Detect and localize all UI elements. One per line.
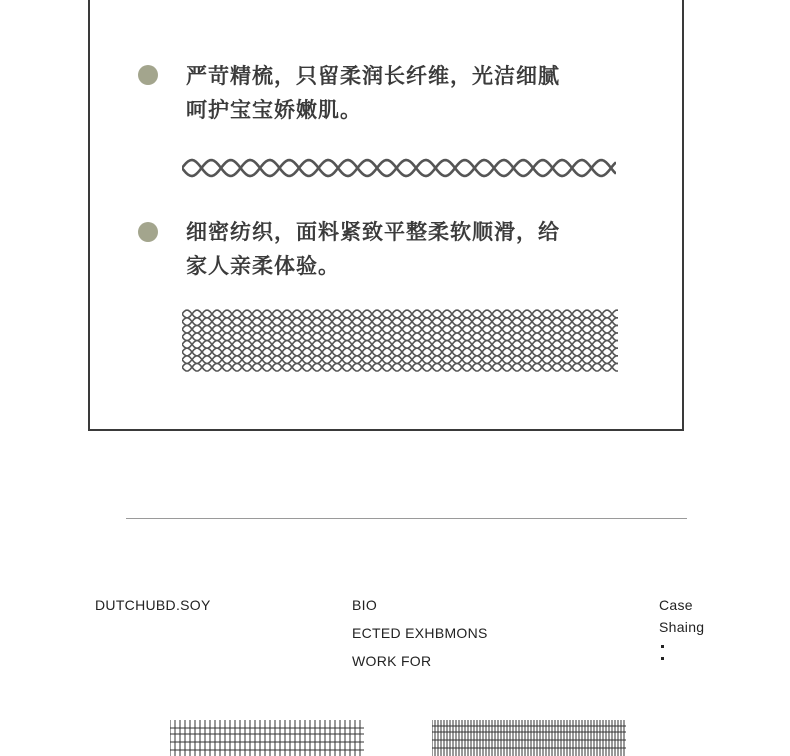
feature-1-line-2: 呵护宝宝娇嫩肌。 — [186, 98, 362, 122]
feature-text-2 — [186, 215, 606, 283]
footer-nav-bio[interactable]: BIO — [352, 597, 378, 613]
feature-2-line-2: 家人亲柔体验。 — [186, 254, 340, 278]
line-grid-left — [170, 720, 364, 756]
footer-case[interactable]: Case — [659, 597, 693, 613]
footer-nav-work[interactable]: WORK FOR — [352, 653, 432, 669]
footer-dot — [661, 657, 664, 660]
footer-sharing[interactable]: Shaing — [659, 619, 705, 635]
bullet-dot — [138, 222, 158, 242]
feature-1-line-1: 严苛精梳，只留柔润长纤维，光洁细腻 — [186, 64, 560, 88]
feature-card — [88, 0, 684, 431]
feature-text-1 — [186, 59, 606, 127]
feature-2-line-1: 细密纺织，面料紧致平整柔软顺滑，给 — [186, 220, 560, 244]
footer-nav-exhibitions[interactable]: ECTED EXHBMONS — [352, 625, 488, 641]
divider-line — [126, 518, 687, 519]
dense-weave-icon — [182, 308, 618, 374]
single-twist-weave-icon — [182, 153, 616, 183]
line-grid-right — [432, 720, 626, 756]
footer-brand[interactable]: DUTCHUBD.SOY — [95, 597, 211, 613]
bullet-dot — [138, 65, 158, 85]
footer-dot — [661, 645, 664, 648]
